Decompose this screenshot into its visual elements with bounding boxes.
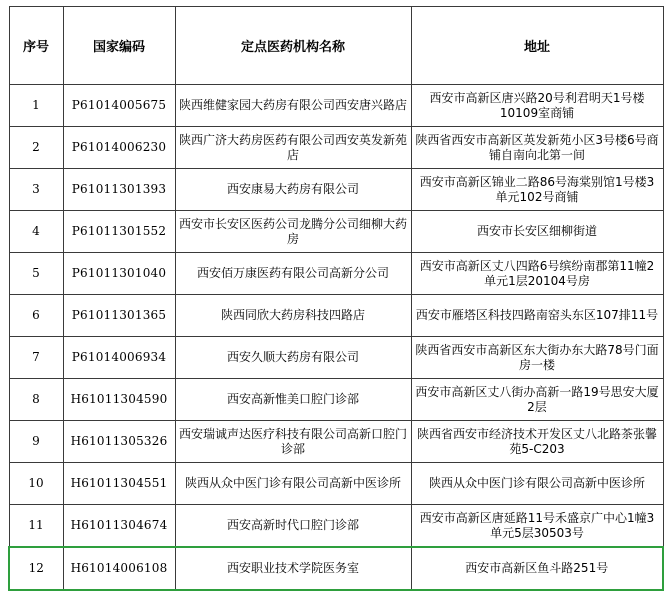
cell-address: 陕西从众中医门诊有限公司高新中医诊所 [411,463,663,505]
cell-code: P61011301040 [63,253,175,295]
table-row [9,85,663,127]
cell-name: 西安职业技术学院医务室 [175,547,411,590]
cell-address: 西安市高新区唐兴路20号利君明天1号楼10109室商铺 [411,85,663,127]
cell-address: 西安市高新区鱼斗路251号 [411,547,663,590]
table-row [9,211,663,253]
cell-index: 9 [9,421,63,463]
cell-address: 陕西省西安市高新区英发新苑小区3号楼6号商铺自南向北第一间 [411,127,663,169]
cell-address: 陕西省西安市经济技术开发区丈八北路茶张馨苑5-C203 [411,421,663,463]
cell-name: 西安高新惟美口腔门诊部 [175,379,411,421]
cell-name: 西安康易大药房有限公司 [175,169,411,211]
cell-index: 12 [9,547,63,590]
header-address: 地址 [411,7,663,85]
cell-name: 西安市长安区医药公司龙腾分公司细柳大药房 [175,211,411,253]
table-row [9,169,663,211]
cell-index: 6 [9,295,63,337]
cell-code: P61014005675 [63,85,175,127]
cell-code: H61011305326 [63,421,175,463]
cell-code: P61014006230 [63,127,175,169]
cell-address: 西安市高新区丈八街办高新一路19号思安大厦2层 [411,379,663,421]
cell-index: 2 [9,127,63,169]
cell-name: 陕西从众中医门诊有限公司高新中医诊所 [175,463,411,505]
cell-name: 西安佰万康医药有限公司高新分公司 [175,253,411,295]
cell-index: 8 [9,379,63,421]
cell-code: P61014006934 [63,337,175,379]
cell-code: P61011301393 [63,169,175,211]
cell-address: 西安市高新区锦业二路86号海棠别馆1号楼3单元102号商铺 [411,169,663,211]
cell-index: 5 [9,253,63,295]
table-header-row [9,7,663,85]
cell-name: 陕西广济大药房医药有限公司西安英发新苑店 [175,127,411,169]
cell-code: P61011301365 [63,295,175,337]
table-row [9,505,663,548]
table-row [9,337,663,379]
cell-index: 10 [9,463,63,505]
cell-index: 1 [9,85,63,127]
table-row [9,379,663,421]
header-index: 序号 [9,7,63,85]
cell-code: H61014006108 [63,547,175,590]
cell-address: 陕西省西安市高新区东大街办东大路78号门面房一楼 [411,337,663,379]
cell-name: 西安高新时代口腔门诊部 [175,505,411,548]
cell-address: 西安市长安区细柳街道 [411,211,663,253]
cell-index: 7 [9,337,63,379]
cell-address: 西安市雁塔区科技四路南窑头东区107排11号 [411,295,663,337]
cell-address: 西安市高新区丈八四路6号缤纷南郡第11幢2单元1层20104号房 [411,253,663,295]
cell-name: 陕西同欣大药房科技四路店 [175,295,411,337]
header-code: 国家编码 [63,7,175,85]
cell-name: 陕西维健家园大药房有限公司西安唐兴路店 [175,85,411,127]
table-row [9,463,663,505]
table-row [9,547,663,590]
table-row [9,253,663,295]
cell-index: 3 [9,169,63,211]
table-row [9,295,663,337]
cell-name: 西安久顺大药房有限公司 [175,337,411,379]
table-row [9,127,663,169]
cell-code: H61011304674 [63,505,175,548]
header-name: 定点医药机构名称 [175,7,411,85]
cell-code: H61011304590 [63,379,175,421]
cell-name: 西安瑞诚声达医疗科技有限公司高新口腔门诊部 [175,421,411,463]
institution-table [8,6,664,591]
cell-index: 4 [9,211,63,253]
cell-address: 西安市高新区唐延路11号禾盛京广中心1幢3单元5层30503号 [411,505,663,548]
cell-code: P61011301552 [63,211,175,253]
cell-code: H61011304551 [63,463,175,505]
table-row [9,421,663,463]
cell-index: 11 [9,505,63,548]
